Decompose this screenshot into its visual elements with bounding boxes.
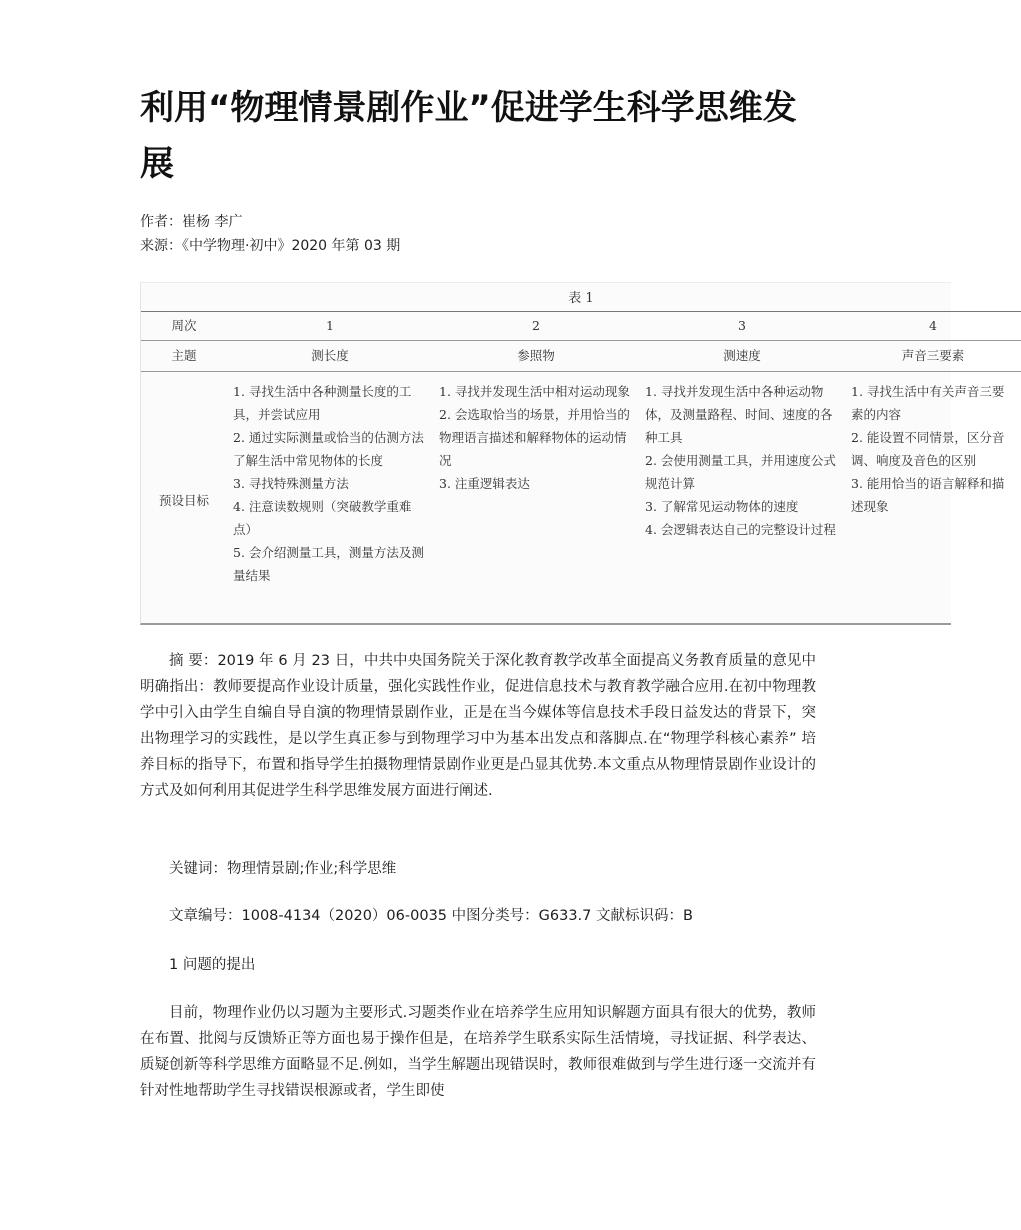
- abstract-paragraph: 摘 要：2019 年 6 月 23 日，中共中央国务院关于深化教育教学改革全面提高义务教育质量的意见中明确指出：教师要提高作业设计质量，强化实践性作业，促进信息技术与教育教学融合应用.在初中物理教学中引入由学生自编自导自演的物理情景剧作业，正是在当今媒体等信息技术手段日益发达的背景下，突出物理学习的实践性，是以学生真正参与到物理学习中为基本出发点和落脚点.在“物理学科核心素养” 培养目标的指导下，布置和指导学生拍摄物理情景剧作业更是凸显其优势.本文重点从物理情景剧作业设计的方式及如何利用其促进学生科学思维发展方面进行阐述.: [140, 653, 816, 799]
- goal-item: 3. 了解常见运动物体的速度: [645, 499, 799, 514]
- goal-item: 4. 注意读数规则（突破教学重难点）: [233, 499, 412, 537]
- goal-item: 1. 寻找并发现生活中相对运动现象: [439, 384, 630, 399]
- topic-cell: 测速度: [639, 341, 845, 372]
- goal-item: 2. 能设置不同情景，区分音调、响度及音色的区别: [851, 430, 1005, 468]
- goal-item: 2. 通过实际测量或恰当的估测方法了解生活中常见物体的长度: [233, 430, 424, 468]
- table-goal-row: [141, 372, 1021, 621]
- goal-item: 3. 寻找特殊测量方法: [233, 476, 349, 491]
- author-line: 作者：崔杨 李广: [140, 214, 243, 230]
- goals-table: [141, 311, 1021, 620]
- table-header-row: [141, 312, 1021, 341]
- goal-cell: [845, 372, 1021, 621]
- article-number-line: 文章编号：1008-4134（2020）06-0035 中图分类号：G633.7 文献标识码：B: [169, 908, 693, 924]
- section-heading: 1 问题的提出: [169, 957, 256, 973]
- table-caption: 表 1: [568, 291, 594, 306]
- source-line: 来源：《中学物理·初中》2020 年第 03 期: [140, 238, 401, 254]
- week-cell: 4: [845, 312, 1021, 341]
- topic-cell: 测长度: [227, 341, 433, 372]
- goal-item: 1. 寻找生活中各种测量长度的工具，并尝试应用: [233, 384, 412, 422]
- body-paragraph: 目前，物理作业仍以习题为主要形式.习题类作业在培养学生应用知识解题方面具有很大的优势，教师在布置、批阅与反馈矫正等方面也易于操作但是，在培养学生联系实际生活情境，寻找证据、科学表达、质疑创新等科学思维方面略显不足.例如，当学生解题出现错误时，教师很难做到与学生进行逐一交流并有针对性地帮助学生寻找错误根源或者，学生即使: [140, 1005, 816, 1099]
- goal-item: 4. 会逻辑表达自己的完整设计过程: [645, 522, 836, 537]
- keywords-line: 关键词：物理情景剧;作业;科学思维: [169, 861, 397, 877]
- article-title: 利用“物理情景剧作业”促进学生科学思维发展: [140, 88, 797, 184]
- week-label: 周次: [141, 312, 227, 341]
- week-cell: 3: [639, 312, 845, 341]
- topic-label: 主题: [141, 341, 227, 372]
- goal-item: 5. 会介绍测量工具，测量方法及测量结果: [233, 545, 424, 583]
- week-cell: 2: [433, 312, 639, 341]
- goal-label: 预设目标: [158, 492, 209, 508]
- goal-item: 1. 寻找生活中有关声音三要素的内容: [851, 384, 1005, 422]
- table-image: [140, 282, 1005, 625]
- goal-cell: [639, 372, 845, 621]
- goal-item: 2. 会选取恰当的场景，并用恰当的物理语言描述和解释物体的运动情况: [439, 407, 630, 468]
- table-topic-row: [141, 341, 1021, 372]
- topic-cell: 参照物: [433, 341, 639, 372]
- goal-cell: [227, 372, 433, 621]
- goal-item: 3. 注重逻辑表达: [439, 476, 530, 491]
- goal-cell: [433, 372, 639, 621]
- week-cell: 1: [227, 312, 433, 341]
- topic-cell: 声音三要素: [845, 341, 1021, 372]
- goal-item: 2. 会使用测量工具，并用速度公式规范计算: [645, 453, 836, 491]
- goal-item: 1. 寻找并发现生活中各种运动物体，及测量路程、时间、速度的各种工具: [645, 384, 833, 445]
- goal-item: 3. 能用恰当的语言解释和描述现象: [851, 476, 1005, 514]
